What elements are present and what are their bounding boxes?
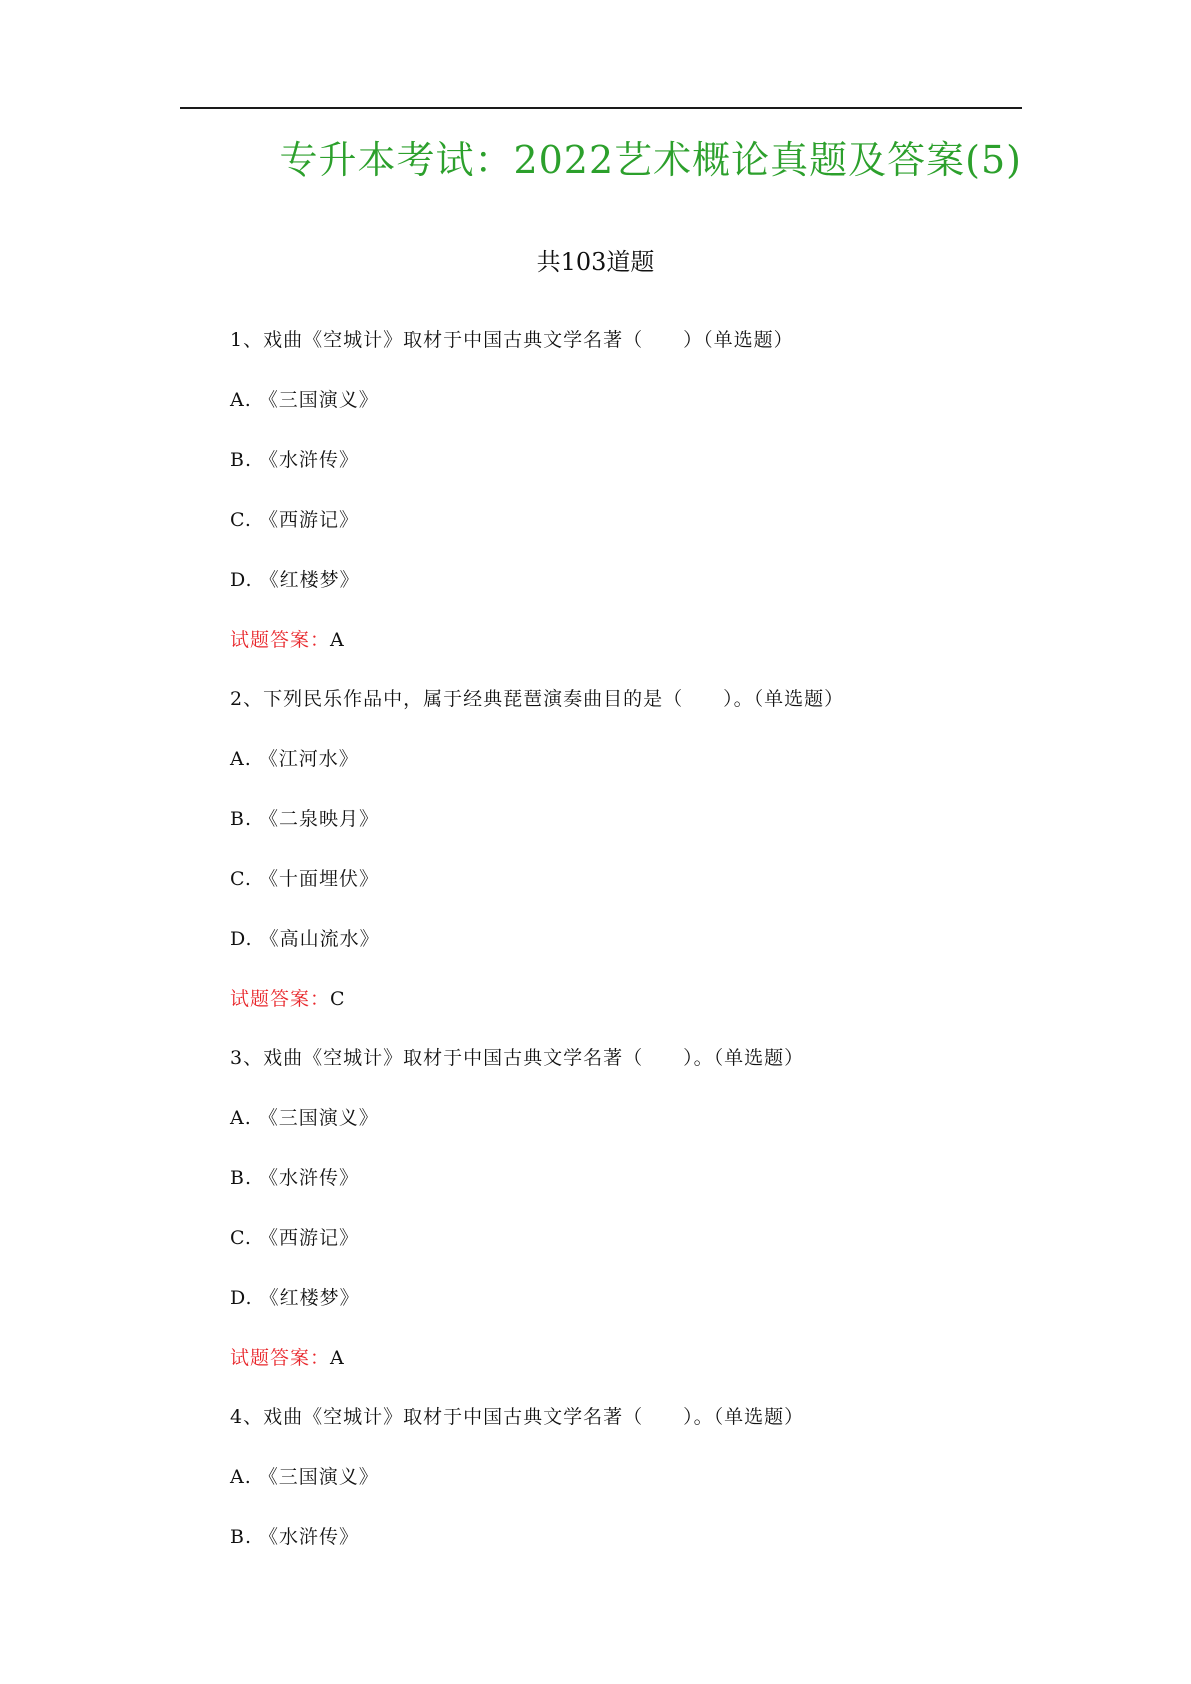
option-a: A. 《三国演义》 (230, 389, 379, 411)
option-b: B. 《二泉映月》 (230, 808, 380, 830)
answer-line (230, 986, 346, 1012)
option-a: A. 《江河水》 (230, 748, 359, 770)
option-d: D. 《红楼梦》 (230, 1287, 360, 1309)
option-a: A. 《三国演义》 (230, 1107, 379, 1129)
option-c: C. 《十面埋伏》 (230, 868, 379, 890)
document-title: 专升本考试：2022艺术概论真题及答案(5) (279, 138, 1022, 182)
answer-value: A (330, 629, 345, 651)
question-count: 共103道题 (536, 248, 655, 276)
option-b: B. 《水浒传》 (230, 1167, 360, 1189)
option-c: C. 《西游记》 (230, 1227, 359, 1249)
option-c: C. 《西游记》 (230, 509, 359, 531)
option-b: B. 《水浒传》 (230, 449, 360, 471)
question-stem: 3、戏曲《空城计》取材于中国古典文学名著（ ）。（单选题） (230, 1047, 805, 1069)
option-d: D. 《高山流水》 (230, 928, 380, 950)
answer-label: 试题答案： (230, 629, 331, 651)
answer-value: A (330, 1347, 345, 1369)
option-d: D. 《红楼梦》 (230, 569, 360, 591)
question-stem: 4、戏曲《空城计》取材于中国古典文学名著（ ）。（单选题） (230, 1406, 805, 1428)
answer-line (230, 1345, 345, 1371)
question-stem: 1、戏曲《空城计》取材于中国古典文学名著（ ）（单选题） (230, 329, 794, 351)
option-b: B. 《水浒传》 (230, 1526, 360, 1548)
question-stem: 2、下列民乐作品中，属于经典琵琶演奏曲目的是（ ）。（单选题） (230, 688, 845, 710)
answer-label: 试题答案： (230, 988, 331, 1010)
answer-label: 试题答案： (230, 1347, 331, 1369)
header-rule (180, 107, 1022, 109)
option-a: A. 《三国演义》 (230, 1466, 379, 1488)
answer-line (230, 627, 345, 653)
answer-value: C (330, 988, 346, 1010)
